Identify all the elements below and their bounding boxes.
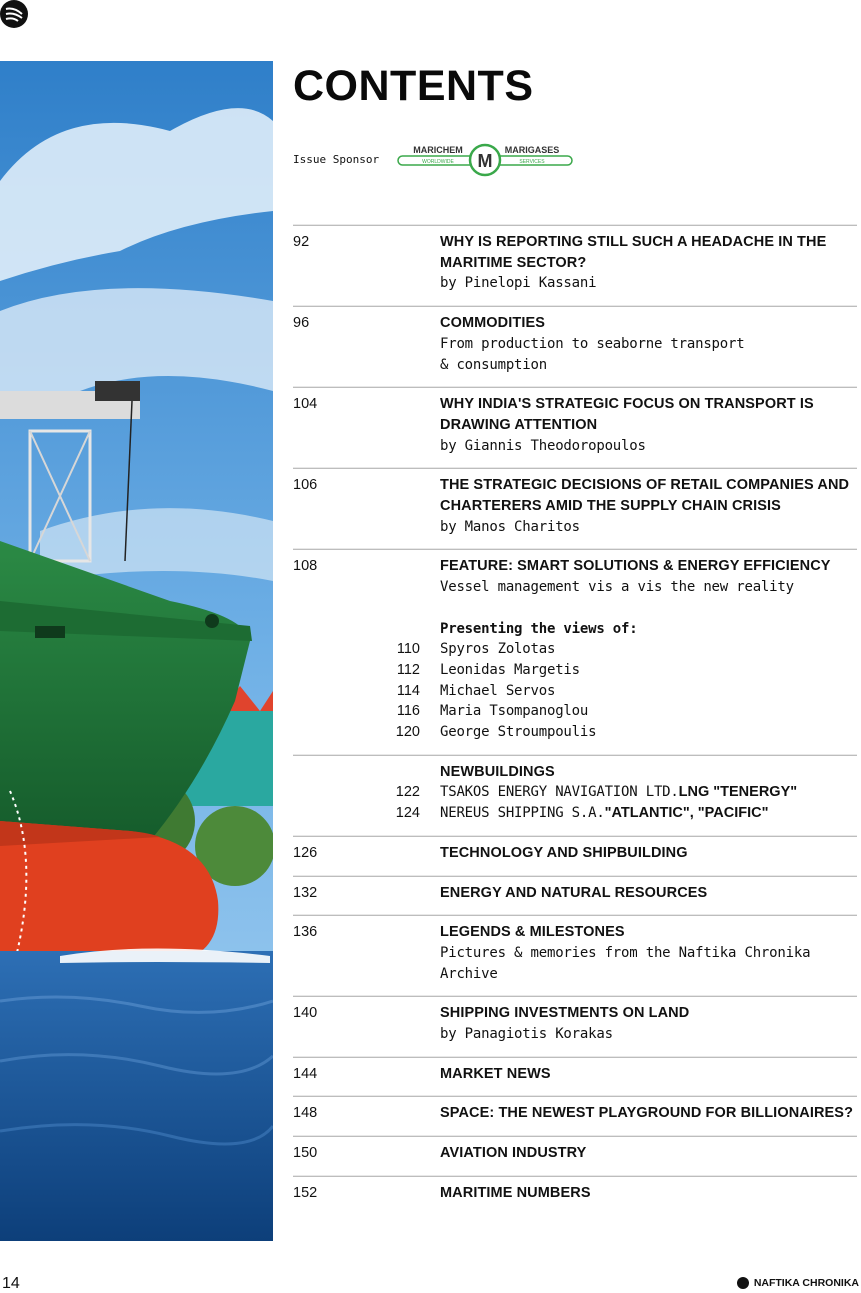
toc-page-number: 96: [293, 315, 310, 332]
toc-page-number: 132: [293, 884, 318, 901]
toc-entry-byline: by Panagiotis Korakas: [440, 1026, 613, 1043]
view-page-number: 112: [396, 661, 420, 678]
sponsor-label: Issue Sponsor: [293, 153, 380, 166]
brand-logo-icon: [737, 1277, 749, 1289]
toc-entry[interactable]: [293, 306, 857, 387]
sponsor-right-name: MARIGASES: [504, 145, 560, 155]
page-number: 14: [2, 1275, 20, 1292]
newbuilding-vessel: "ATLANTIC", "PACIFIC": [604, 805, 769, 822]
contents-list: [293, 225, 857, 1216]
view-name: Maria Tsompanoglou: [440, 703, 589, 720]
view-name: Leonidas Margetis: [440, 661, 580, 678]
toc-entry[interactable]: [293, 387, 857, 468]
toc-entry-byline: by Pinelopi Kassani: [440, 275, 597, 292]
views-heading: Presenting the views of:: [440, 620, 638, 637]
view-item[interactable]: [293, 701, 857, 722]
newbuilding-page-number: 124: [395, 805, 420, 822]
toc-entry[interactable]: [293, 1176, 857, 1216]
toc-entry-subtitle: & consumption: [440, 356, 547, 373]
toc-entry[interactable]: [293, 468, 857, 549]
toc-entry-byline: by Giannis Theodoropoulos: [440, 437, 646, 454]
toc-entry-title: MARITIME NUMBERS: [440, 1184, 591, 1201]
sponsor-left-name: MARICHEM: [413, 145, 463, 155]
newbuilding-item[interactable]: [293, 803, 857, 824]
toc-page-number: 92: [293, 234, 310, 250]
newbuilding-vessel: LNG "TENERGY": [678, 784, 798, 801]
view-item[interactable]: [293, 639, 857, 660]
toc-entry-title: THE STRATEGIC DECISIONS OF RETAIL COMPANIES AND CHARTERERS AMID THE SUPPLY CHAIN CRISIS: [440, 477, 850, 515]
toc-entry-subtitle: Vessel management vis a vis the new reality: [440, 579, 794, 596]
toc-entry-feature[interactable]: [293, 549, 857, 754]
view-name: George Stroumpoulis: [440, 724, 597, 741]
toc-entry-title: SHIPPING INVESTMENTS ON LAND: [440, 1005, 690, 1022]
footer-brand: [737, 1277, 859, 1289]
toc-entry-subtitle: Archive: [440, 965, 498, 982]
sponsor-left-sub: WORLDWIDE: [422, 159, 454, 165]
toc-entry[interactable]: [293, 915, 857, 996]
toc-entry-title: NEWBUILDINGS: [440, 763, 555, 780]
toc-page-number: 108: [293, 558, 318, 575]
view-item[interactable]: [293, 681, 857, 702]
toc-entry[interactable]: [293, 876, 857, 916]
toc-entry-title: ENERGY AND NATURAL RESOURCES: [440, 884, 708, 901]
toc-page-number: 104: [293, 396, 318, 413]
toc-entry[interactable]: [293, 1136, 857, 1176]
toc-entry-byline: by Manos Charitos: [440, 518, 580, 535]
toc-page-number: 152: [293, 1184, 318, 1201]
naftika-chronika-logo-icon: [0, 0, 28, 28]
toc-entry-title: TECHNOLOGY AND SHIPBUILDING: [440, 844, 688, 861]
toc-entry[interactable]: [293, 1096, 857, 1136]
toc-entry-title: MARKET NEWS: [440, 1065, 551, 1082]
toc-page-number: 106: [293, 477, 318, 494]
newbuilding-page-number: 122: [395, 784, 420, 801]
toc-entry[interactable]: [293, 836, 857, 876]
view-page-number: 120: [395, 724, 420, 741]
toc-entry-subtitle: From production to seaborne transport: [440, 335, 745, 352]
toc-entry-subtitle: Pictures & memories from the Naftika Chronika: [440, 944, 811, 961]
newbuilding-company: TSAKOS ENERGY NAVIGATION LTD.: [440, 784, 679, 801]
ship-bow-photo: [0, 61, 273, 1241]
toc-entry-title: FEATURE: SMART SOLUTIONS & ENERGY EFFICIENCY: [440, 558, 831, 575]
toc-entry-title: WHY IS REPORTING STILL SUCH A HEADACHE IN THE MARITIME SECTOR?: [440, 234, 827, 271]
view-name: Michael Servos: [440, 682, 556, 699]
view-page-number: 116: [396, 703, 420, 720]
footer-brand-name: NAFTIKA CHRONIKA: [753, 1277, 859, 1289]
toc-entry-title: SPACE: THE NEWEST PLAYGROUND FOR BILLIONAIRES?: [440, 1105, 854, 1122]
sponsor-right-sub: SERVICES: [519, 159, 545, 165]
toc-entry[interactable]: [293, 996, 857, 1056]
sponsor-monogram: M: [477, 151, 493, 171]
toc-page-number: 144: [293, 1065, 318, 1082]
toc-page-number: 140: [293, 1005, 318, 1022]
newbuilding-company: NEREUS SHIPPING S.A.: [440, 805, 605, 822]
toc-entry-newbuildings[interactable]: [293, 755, 857, 836]
toc-page-number: 148: [293, 1105, 318, 1122]
view-page-number: 110: [396, 641, 420, 658]
toc-entry-title: LEGENDS & MILESTONES: [440, 924, 625, 941]
view-name: Spyros Zolotas: [440, 641, 556, 658]
toc-entry[interactable]: [293, 1057, 857, 1097]
view-item[interactable]: [293, 660, 857, 681]
view-item[interactable]: [293, 722, 857, 743]
toc-entry-title: AVIATION INDUSTRY: [440, 1145, 587, 1162]
toc-page-number: 150: [293, 1145, 318, 1162]
sponsor-logo: [396, 142, 574, 178]
toc-page-number: 136: [293, 924, 318, 941]
toc-entry-title: WHY INDIA'S STRATEGIC FOCUS ON TRANSPORT IS DRAWING ATTENTION: [440, 396, 814, 433]
newbuilding-item[interactable]: [293, 782, 857, 803]
view-page-number: 114: [396, 682, 420, 699]
toc-page-number: 126: [293, 844, 318, 861]
toc-entry-title: COMMODITIES: [440, 315, 546, 332]
page-title: CONTENTS: [293, 62, 534, 110]
toc-entry[interactable]: [293, 225, 857, 306]
